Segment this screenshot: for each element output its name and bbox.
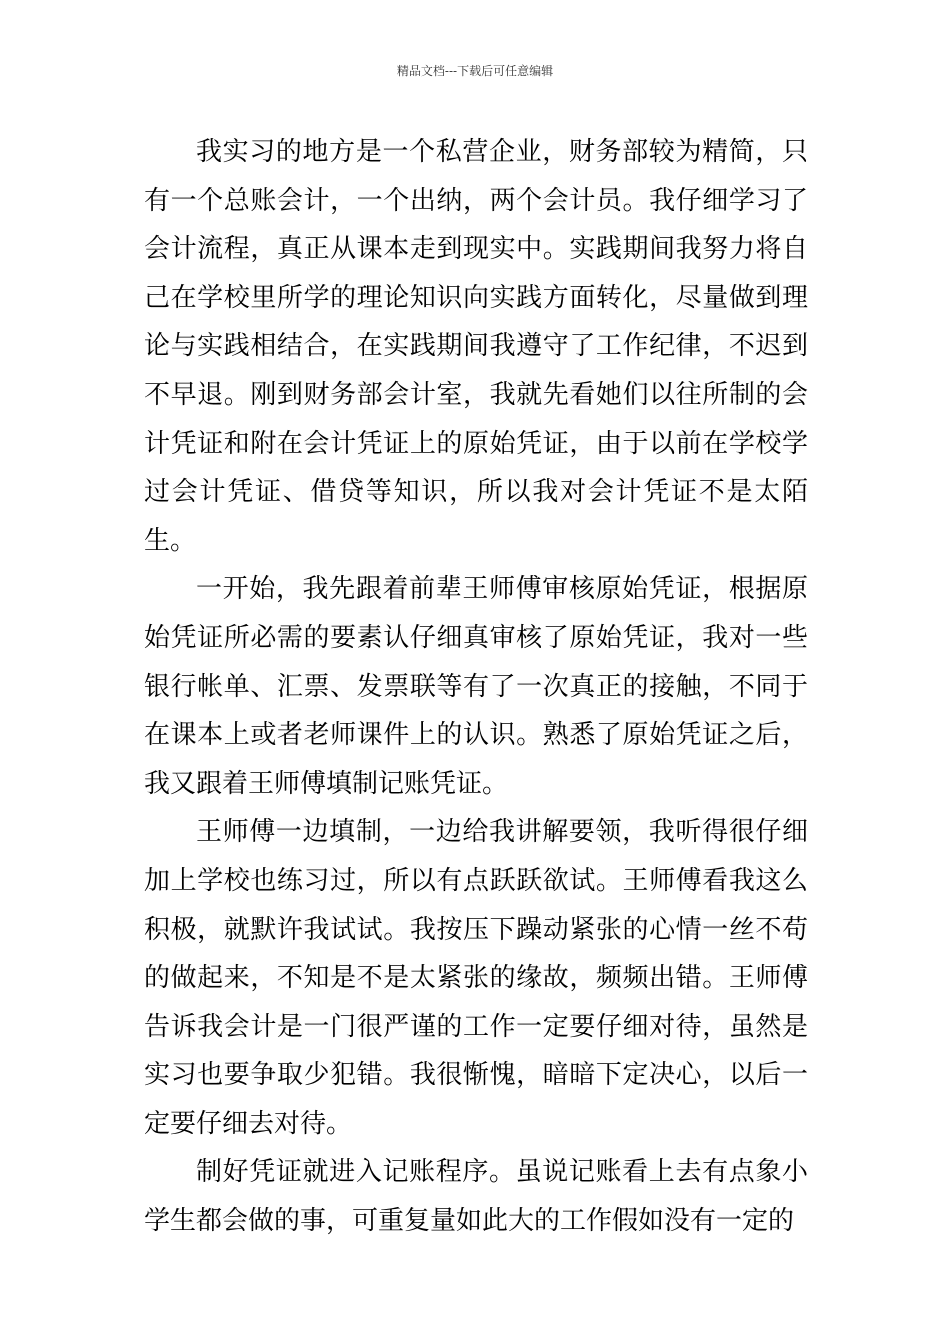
page-header: 精品文档---下载后可任意编辑: [396, 64, 554, 78]
paragraph-1: 我实习的地方是一个私营企业，财务部较为精简，只有一个总账会计，一个出纳，两个会计员。我仔细学习了会计流程，真正从课本走到现实中。实践期间我努力将自己在学校里所学的理论知识向实践方面转化，尽量做到理论与实践相结合，在实践期间我遵守了工作纪律，不迟到不早退。刚到财务部会计室，我就先看她们以往所制的会计凭证和附在会计凭证上的原始凭证，由于以前在学校学过会计凭证、借贷等知识，所以我对会计凭证不是太陌生。: [144, 137, 808, 556]
document-body: [144, 128, 808, 1246]
paragraph-3: 王师傅一边填制，一边给我讲解要领，我听得很仔细加上学校也练习过，所以有点跃跃欲试。王师傅看我这么积极，就默许我试试。我按压下躁动紧张的心情一丝不苟的做起来，不知是不是太紧张的缘故，频频出错。王师傅告诉我会计是一门很严谨的工作一定要仔细对待，虽然是实习也要争取少犯错。我很惭愧，暗暗下定决心，以后一定要仔细去对待。: [144, 817, 808, 1139]
paragraph-2: 一开始，我先跟着前辈王师傅审核原始凭证，根据原始凭证所必需的要素认仔细真审核了原始凭证，我对一些银行帐单、汇票、发票联等有了一次真正的接触，不同于在课本上或者老师课件上的认识。熟悉了原始凭证之后，我又跟着王师傅填制记账凭证。: [144, 574, 808, 799]
paragraph-4: 制好凭证就进入记账程序。虽说记账看上去有点象小学生都会做的事，可重复量如此大的工作假如没有一定的: [144, 1157, 808, 1237]
